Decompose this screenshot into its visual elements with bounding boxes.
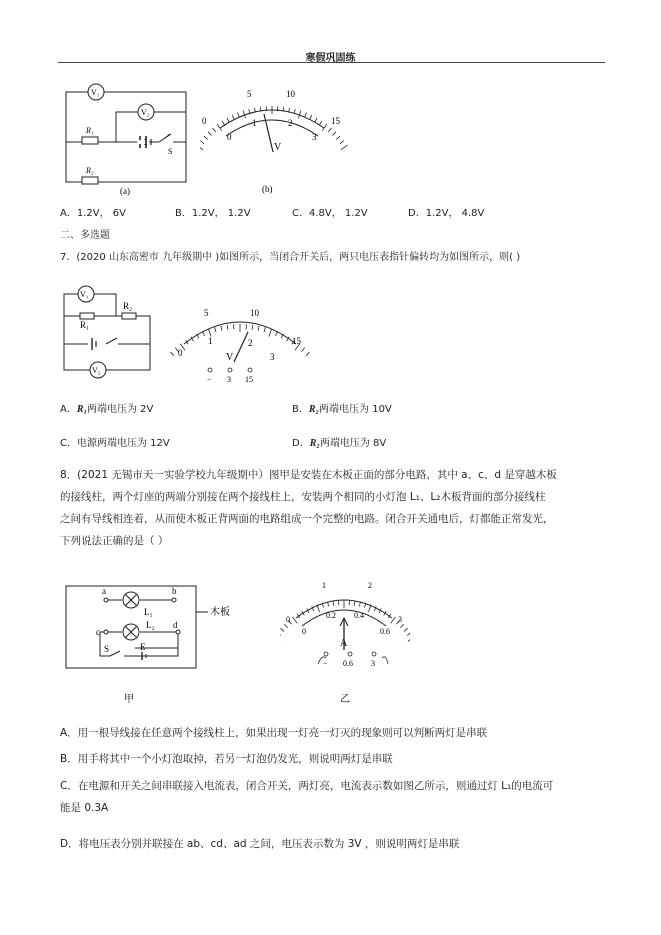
header-divider bbox=[58, 62, 605, 63]
dial-tick bbox=[280, 628, 284, 631]
dial-tick bbox=[408, 637, 410, 642]
q7-dial-top-0: 0 bbox=[178, 348, 183, 358]
q7-option-d: D．R₂两端电压为 8V bbox=[292, 438, 387, 449]
q6-voltmeter-dial-b bbox=[200, 80, 350, 200]
q6-option-a: A．1.2V， 6V bbox=[60, 208, 126, 219]
dial-tick bbox=[208, 132, 211, 136]
dial-tick bbox=[171, 352, 174, 356]
q7-terminal-neg: − bbox=[207, 375, 212, 384]
q8-option-d: D．将电压表分别并联接在 ab、cd、ad 之间，电压表示数为 3V ，则说明两灯是串联 bbox=[60, 838, 460, 850]
dial-b-bottom-0: 0 bbox=[227, 132, 232, 142]
dial-tick bbox=[333, 601, 334, 606]
q7-v2-label: V₂ bbox=[92, 366, 101, 375]
q8-stem-line-3: 之间有导线相连着，从而使木板正背两面的电路组成一个完整的电路。闭合开关通电后，灯都能正常发光， bbox=[60, 513, 554, 525]
yi-terminal-06: 0.6 bbox=[343, 659, 353, 668]
dial-b-bottom-1: 1 bbox=[252, 118, 257, 128]
q7-dial-top-15: 15 bbox=[292, 336, 301, 346]
yi-bottom-06: 0.6 bbox=[380, 627, 390, 636]
q8-option-c-line-2: 能是 0.3A bbox=[60, 802, 109, 814]
q6-option-d: D．1.2V， 4.8V bbox=[408, 208, 485, 219]
dial-tick bbox=[404, 628, 408, 631]
q7-terminal-3: 3 bbox=[227, 375, 231, 384]
yi-terminal-3: 3 bbox=[371, 659, 375, 668]
r1-label: R₁ bbox=[86, 126, 94, 135]
q7-r1-label: R₁ bbox=[80, 320, 90, 330]
dial-tick bbox=[306, 352, 309, 356]
dial-tick bbox=[276, 331, 278, 336]
v1-label: V₁ bbox=[91, 88, 100, 97]
yi-bottom-02: 0.2 bbox=[326, 611, 336, 620]
q7-circuit-figure bbox=[60, 280, 160, 380]
dial-tick bbox=[200, 145, 203, 150]
q7-dial-bottom-3: 3 bbox=[270, 352, 275, 362]
q7-r2-label: R₂ bbox=[123, 301, 133, 311]
dial-tick bbox=[332, 132, 335, 136]
dial-tick bbox=[328, 128, 331, 132]
dial-tick bbox=[221, 326, 222, 331]
dial-tick bbox=[215, 327, 216, 332]
yi-top-0: 0 bbox=[286, 615, 290, 624]
terminal-a-label: a bbox=[102, 586, 106, 596]
dial-b-bottom-2: 2 bbox=[288, 118, 293, 128]
yi-a-label: A bbox=[340, 638, 348, 649]
fig-jia-caption: 甲 bbox=[124, 694, 134, 705]
q7-voltmeter-dial bbox=[170, 300, 310, 385]
v2-label: V₂ bbox=[141, 108, 150, 117]
yi-bottom-04: 0.4 bbox=[354, 611, 364, 620]
dial-tick bbox=[269, 329, 272, 337]
q7-option-c: C．电源两端电压为 12V bbox=[60, 438, 170, 449]
board-label: 木板 bbox=[210, 607, 230, 618]
q7-dial-top-10: 10 bbox=[250, 308, 259, 318]
dial-tick bbox=[258, 326, 259, 331]
dial-tick bbox=[227, 325, 228, 330]
dial-tick bbox=[203, 331, 205, 336]
yi-top-3: 3 bbox=[398, 615, 402, 624]
dial-tick bbox=[252, 325, 253, 330]
yi-terminal-neg: − bbox=[323, 659, 328, 668]
dial-tick bbox=[407, 632, 410, 635]
r2-label: R₂ bbox=[86, 166, 94, 175]
dial-tick bbox=[232, 115, 234, 120]
terminal-b-label: b bbox=[172, 586, 177, 596]
dial-tick bbox=[301, 348, 304, 352]
dial-tick bbox=[284, 624, 287, 628]
q7-option-a: A．R₁两端电压为 2V bbox=[60, 404, 154, 415]
yi-top-2: 2 bbox=[368, 581, 372, 590]
q7-dial-v-label: V bbox=[226, 352, 234, 363]
dial-b-top-0: 0 bbox=[202, 116, 207, 126]
dial-b-bottom-3: 3 bbox=[312, 132, 317, 142]
q6-circuit-figure-a bbox=[60, 80, 200, 200]
q7-v1-label: V₁ bbox=[80, 290, 89, 299]
l1-label: L₁ bbox=[144, 607, 153, 617]
q8-option-c-line-1: C．在电源和开关之间串联接入电流表，闭合开关，两灯亮，电流表示数如图乙所示，则通过灯 L₁的电流可 bbox=[60, 780, 554, 792]
fig-b-caption: (b) bbox=[262, 184, 273, 194]
battery-e-label: E bbox=[140, 642, 146, 652]
q6-option-b: B．1.2V， 1.2V bbox=[175, 208, 251, 219]
dial-tick bbox=[200, 141, 204, 144]
q8-option-b: B．用手将其中一个小灯泡取掉，若另一灯泡仍发光，则说明两灯是串联 bbox=[60, 753, 393, 765]
q7-terminal-15: 15 bbox=[245, 375, 253, 384]
q8-ammeter-dial-yi bbox=[280, 578, 410, 708]
dial-tick bbox=[204, 136, 208, 139]
terminal-c-label: c bbox=[96, 627, 100, 637]
q8-option-a: A．用一根导线接在任意两个接线柱上，如果出现一灯亮一灯灭的现象则可以判断两灯是串联 bbox=[60, 727, 488, 739]
terminal-d-label: d bbox=[173, 620, 178, 630]
dial-tick bbox=[310, 115, 312, 120]
q8-figure-jia bbox=[60, 578, 260, 708]
dial-tick bbox=[354, 601, 355, 606]
dial-tick bbox=[280, 632, 281, 635]
dial-b-top-10: 10 bbox=[286, 89, 295, 99]
dial-tick bbox=[340, 141, 344, 144]
q6-option-c: C．4.8V， 1.2V bbox=[292, 208, 368, 219]
page-header: 寒假巩固练 bbox=[305, 53, 356, 64]
dial-tick bbox=[227, 118, 229, 122]
dial-tick bbox=[336, 136, 340, 139]
dial-tick bbox=[264, 327, 265, 332]
q8-stem-line-4: 下列说法正确的是（ ） bbox=[60, 535, 169, 547]
dial-tick bbox=[238, 113, 240, 118]
q7-dial-top-5: 5 bbox=[204, 308, 209, 318]
dial-tick bbox=[341, 145, 348, 150]
dial-tick bbox=[212, 128, 215, 132]
q7-dial-bottom-1: 1 bbox=[208, 336, 213, 346]
dial-tick bbox=[315, 118, 317, 122]
q8-stem-line-2: 的接线柱，两个灯座的两端分别接在两个接线柱上，安装两个相同的小灯泡 L₁、L₂木板背面的部分接线柱 bbox=[60, 491, 546, 503]
yi-top-1: 1 bbox=[322, 581, 326, 590]
dial-b-top-5: 5 bbox=[247, 89, 252, 99]
q7-stem: 7．(2020 山东高密市 九年级期中 )如图所示，当闭合开关后，两只电压表指针偏转均为如图所示，则( ) bbox=[60, 252, 521, 263]
dial-tick bbox=[222, 121, 225, 125]
fig-yi-caption: 乙 bbox=[340, 694, 350, 705]
s-label: S bbox=[168, 147, 173, 156]
yi-bottom-0: 0 bbox=[302, 627, 306, 636]
q8-stem-line-1: 8．(2021 无锡市天一实验学校九年级期中）图甲是安装在木板正面的部分电路，其中 a、c、d 是穿越木板 bbox=[60, 469, 557, 481]
l2-label: L₂ bbox=[146, 620, 155, 630]
q7-dial-bottom-2: 2 bbox=[248, 338, 253, 348]
dial-tick bbox=[305, 113, 307, 118]
fig-a-caption: (a) bbox=[120, 186, 130, 196]
section-title-multiple-choice: 二、多选题 bbox=[60, 230, 110, 241]
dial-b-top-15: 15 bbox=[331, 116, 340, 126]
dial-tick bbox=[400, 624, 403, 628]
dial-b-v-label: V bbox=[274, 142, 282, 153]
dial-tick bbox=[319, 121, 322, 125]
q7-option-b: B．R₂两端电压为 10V bbox=[292, 404, 392, 415]
switch-s-label: S bbox=[104, 644, 110, 654]
